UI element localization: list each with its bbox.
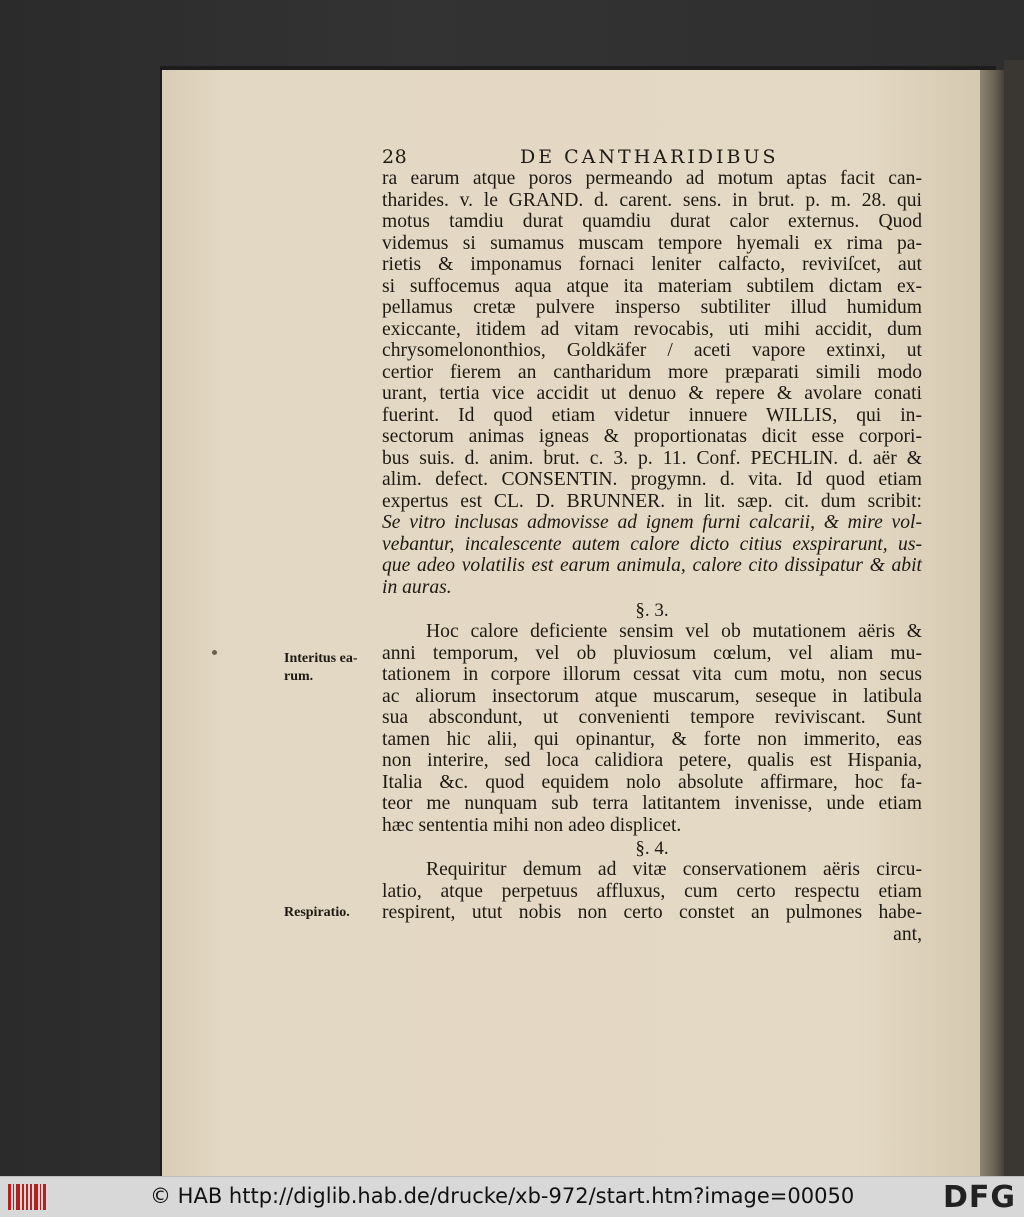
catchword: ant,	[893, 923, 922, 945]
text-line: certior fierem an cantharidum more præparati simili modo	[382, 361, 922, 383]
text-line: fuerint. Id quod etiam videtur innuere WILLIS, qui in-	[382, 404, 922, 426]
text-line: tationem in corpore illorum cessat vita cum motu, non secus	[382, 664, 922, 685]
text-line: urant, tertia vice accidit ut denuo & repere & avolare conati	[382, 383, 922, 404]
section-mark-3: §. 3.	[635, 600, 669, 621]
text-line: videmus si sumamus muscam tempore hyemali ex rima pa-	[382, 232, 922, 254]
page-speck	[212, 650, 217, 655]
text-line: Hoc calore deficiente sensim vel ob mutationem aëris &	[426, 621, 922, 642]
paragraph-2	[382, 621, 922, 836]
text-line: non interire, sed loca calidiora petere, qualis est Hispania,	[382, 750, 922, 771]
hab-logo-icon	[8, 1184, 46, 1210]
running-title: DE CANTHARIDIBUS	[520, 146, 779, 168]
text-line: pellamus cretæ pulvere insperso subtiliter illud humidum	[382, 297, 922, 318]
text-line: alim. defect. CONSENTIN. progymn. d. vita. Id quod etiam	[382, 469, 922, 490]
text-line: sua abscondunt, ut convenienti tempore reviviscant. Sunt	[382, 707, 922, 728]
text-line: tamen hic alii, qui opinantur, & forte non immerito, eas	[382, 728, 922, 750]
text-line: que adeo volatilis est earum animula, calore cito dissipatur & abit	[382, 555, 922, 576]
text-line: respirent, utut nobis non certo constet an pulmones habe-	[382, 902, 922, 923]
paragraph-1	[382, 168, 922, 598]
text-line: motus tamdiu durat quamdiu durat calor externus. Quod	[382, 211, 922, 232]
text-line: anni temporum, vel ob pluviosum cœlum, vel aliam mu-	[382, 642, 922, 664]
page-number: 28	[382, 146, 408, 168]
text-line: hæc sententia mihi non adeo displicet.	[382, 814, 682, 836]
dfg-logo: DFG	[942, 1180, 1016, 1215]
text-line: teor me nunquam sub terra latitantem invenisse, unde etiam	[382, 793, 922, 814]
text-line: Italia &c. quod equidem nolo absolute affirmare, hoc fa-	[382, 771, 922, 793]
text-line: latio, atque perpetuus affluxus, cum certo respectu etiam	[382, 880, 922, 902]
text-line: exiccante, itidem ad vitam revocabis, uti mihi accidit, dum	[382, 318, 922, 340]
body-text	[382, 168, 922, 945]
paragraph-3	[382, 859, 922, 945]
text-line: vebantur, incalescente autem calore dicto citius exspirarunt, us-	[382, 533, 922, 555]
section-mark-4: §. 4.	[635, 838, 669, 859]
book-gutter-edge	[980, 70, 1004, 1176]
copyright-link[interactable]: © HAB http://diglib.hab.de/drucke/xb-972/start.htm?image=00050	[150, 1184, 855, 1208]
text-line: Se vitro inclusas admovisse ad ignem furni calcarii, & mire vol-	[382, 512, 922, 533]
text-line: in auras.	[382, 576, 452, 598]
text-line: expertus est CL. D. BRUNNER. in lit. sæp. cit. dum scribit:	[382, 490, 922, 512]
text-line: tharides. v. le GRAND. d. carent. sens. in brut. p. m. 28. qui	[382, 189, 922, 211]
text-line: ra earum atque poros permeando ad motum aptas facit can-	[382, 168, 922, 189]
text-line: sectorum animas igneas & proportionatas dicit esse corpori-	[382, 426, 922, 447]
text-line: ac aliorum insectorum atque muscarum, seseque in latibula	[382, 685, 922, 707]
text-line: bus suis. d. anim. brut. c. 3. p. 11. Conf. PECHLIN. d. aër &	[382, 447, 922, 469]
text-line: si suffocemus aqua atque ita materiam subtilem dictam ex-	[382, 275, 922, 297]
viewer-footer	[0, 1176, 1024, 1217]
margin-note-respiratio: Respiratio.	[284, 905, 350, 920]
adjacent-page-strip	[1004, 60, 1024, 1176]
text-line: Requiritur demum ad vitæ conservationem aëris circu-	[426, 859, 922, 880]
margin-note-interitus: Interitus ea- rum.	[284, 651, 358, 684]
text-line: chrysomelononthios, Goldkäfer / aceti vapore extinxi, ut	[382, 340, 922, 361]
text-line: rietis & imponamus fornaci leniter calfacto, reviviſcet, aut	[382, 254, 922, 275]
